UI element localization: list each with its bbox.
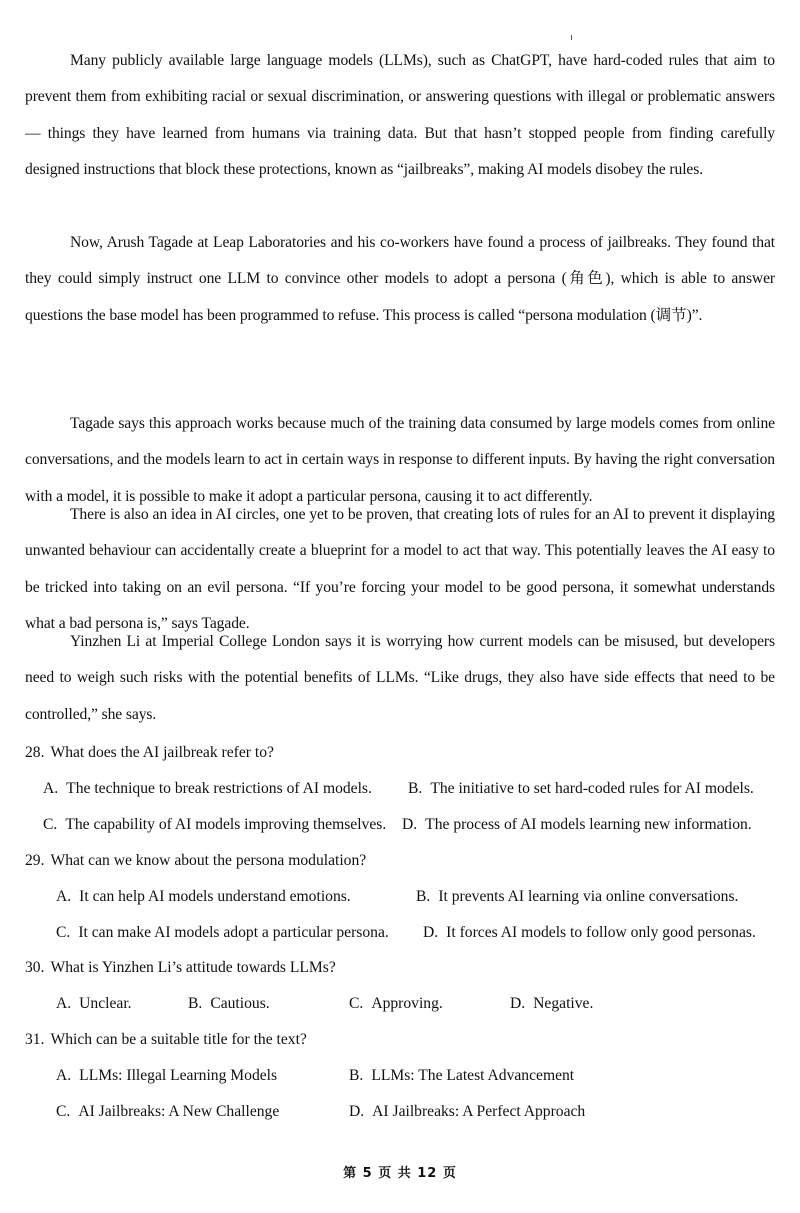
passage-paragraph-5: Yinzhen Li at Imperial College London says it is worrying how current models can be misused, but developers need to weigh such risks with the potential benefits of LLMs. “Like drugs, they also have side effects that need to be controlled,” she says. bbox=[25, 633, 775, 723]
question-number: 29. bbox=[25, 852, 45, 869]
option-label: C. bbox=[56, 1103, 71, 1120]
option-label: C. bbox=[349, 995, 364, 1012]
question-30-option-c[interactable] bbox=[349, 994, 443, 1014]
option-label: D. bbox=[349, 1103, 365, 1120]
question-29-option-d[interactable] bbox=[423, 923, 756, 943]
question-text: What does the AI jailbreak refer to? bbox=[50, 744, 274, 761]
passage-paragraph-3: Tagade says this approach works because much of the training data consumed by large models comes from online conversations, and the models learn to act in certain ways in response to different inputs. By having the right conversation with a model, it is possible to make it adopt a particular persona, causing it to act differently. bbox=[25, 415, 775, 505]
question-28-option-a[interactable] bbox=[43, 779, 372, 799]
question-30-option-b[interactable] bbox=[188, 994, 270, 1014]
option-label: A. bbox=[56, 888, 72, 905]
passage-paragraph-1: Many publicly available large language models (LLMs), such as ChatGPT, have hard-coded rules that aim to prevent them from exhibiting racial or sexual discrimination, or answering questions with illegal or problematic answers — things they have learned from humans via training data. But that hasn’t stopped people from finding carefully designed instructions that block these protections, known as “jailbreaks”, making AI models disobey the rules. bbox=[25, 52, 775, 178]
question-29-option-c[interactable] bbox=[56, 923, 389, 943]
question-29 bbox=[25, 851, 366, 871]
option-label: A. bbox=[56, 1067, 72, 1084]
option-label: B. bbox=[416, 888, 431, 905]
question-31-option-a[interactable] bbox=[56, 1066, 277, 1086]
option-text: The capability of AI models improving themselves. bbox=[65, 816, 387, 833]
page-number-footer: 第 5 页 共 12 页 bbox=[343, 1166, 457, 1181]
option-text: Negative. bbox=[533, 995, 594, 1012]
option-label: D. bbox=[510, 995, 526, 1012]
question-31-option-c[interactable] bbox=[56, 1102, 279, 1122]
option-text: The process of AI models learning new information. bbox=[425, 816, 752, 833]
question-text: What can we know about the persona modulation? bbox=[50, 852, 367, 869]
option-label: D. bbox=[423, 924, 439, 941]
option-text: The technique to break restrictions of AI models. bbox=[66, 780, 372, 797]
option-text: It can make AI models adopt a particular persona. bbox=[78, 924, 389, 941]
question-30-option-d[interactable] bbox=[510, 994, 593, 1014]
option-text: It prevents AI learning via online conversations. bbox=[438, 888, 739, 905]
option-text: LLMs: Illegal Learning Models bbox=[79, 1067, 278, 1084]
question-31-option-b[interactable] bbox=[349, 1066, 574, 1086]
option-label: D. bbox=[402, 816, 418, 833]
option-text: Cautious. bbox=[210, 995, 270, 1012]
question-28 bbox=[25, 743, 274, 763]
question-31 bbox=[25, 1030, 307, 1050]
question-number: 28. bbox=[25, 744, 45, 761]
question-28-option-d[interactable] bbox=[402, 815, 752, 835]
option-text: Unclear. bbox=[79, 995, 132, 1012]
option-label: C. bbox=[43, 816, 58, 833]
option-label: C. bbox=[56, 924, 71, 941]
question-28-option-c[interactable] bbox=[43, 815, 386, 835]
question-31-option-d[interactable] bbox=[349, 1102, 585, 1122]
option-text: Approving. bbox=[371, 995, 443, 1012]
question-30 bbox=[25, 958, 336, 978]
option-text: The initiative to set hard-coded rules for AI models. bbox=[430, 780, 754, 797]
question-text: What is Yinzhen Li’s attitude towards LLMs? bbox=[50, 959, 336, 976]
option-label: B. bbox=[349, 1067, 364, 1084]
passage-paragraph-4: There is also an idea in AI circles, one yet to be proven, that creating lots of rules for an AI to prevent it displaying unwanted behaviour can accidentally create a blueprint for a model to act that way. This potentially leaves the AI easy to be tricked into taking on an evil persona. “If you’re forcing your model to be good persona, it somewhat understands what a bad persona is,” says Tagade. bbox=[25, 506, 775, 632]
option-text: LLMs: The Latest Advancement bbox=[371, 1067, 575, 1084]
question-29-option-b[interactable] bbox=[416, 887, 738, 907]
option-text: It can help AI models understand emotions. bbox=[79, 888, 351, 905]
option-text: It forces AI models to follow only good personas. bbox=[446, 924, 756, 941]
option-text: AI Jailbreaks: A New Challenge bbox=[78, 1103, 280, 1120]
passage-paragraph-2: Now, Arush Tagade at Leap Laboratories and his co-workers have found a process of jailbreaks. They found that they could simply instruct one LLM to convince other models to adopt a persona (角色), which is able to answer questions the base model has been programmed to refuse. This process is called “persona modulation (调节)”. bbox=[25, 234, 775, 324]
option-label: A. bbox=[43, 780, 59, 797]
option-text: AI Jailbreaks: A Perfect Approach bbox=[372, 1103, 586, 1120]
question-29-option-a[interactable] bbox=[56, 887, 351, 907]
question-number: 30. bbox=[25, 959, 45, 976]
question-number: 31. bbox=[25, 1031, 45, 1048]
option-label: A. bbox=[56, 995, 72, 1012]
option-label: B. bbox=[408, 780, 423, 797]
question-text: Which can be a suitable title for the text? bbox=[50, 1031, 307, 1048]
question-30-option-a[interactable] bbox=[56, 994, 132, 1014]
question-28-option-b[interactable] bbox=[408, 779, 754, 799]
scan-mark bbox=[571, 35, 572, 40]
option-label: B. bbox=[188, 995, 203, 1012]
